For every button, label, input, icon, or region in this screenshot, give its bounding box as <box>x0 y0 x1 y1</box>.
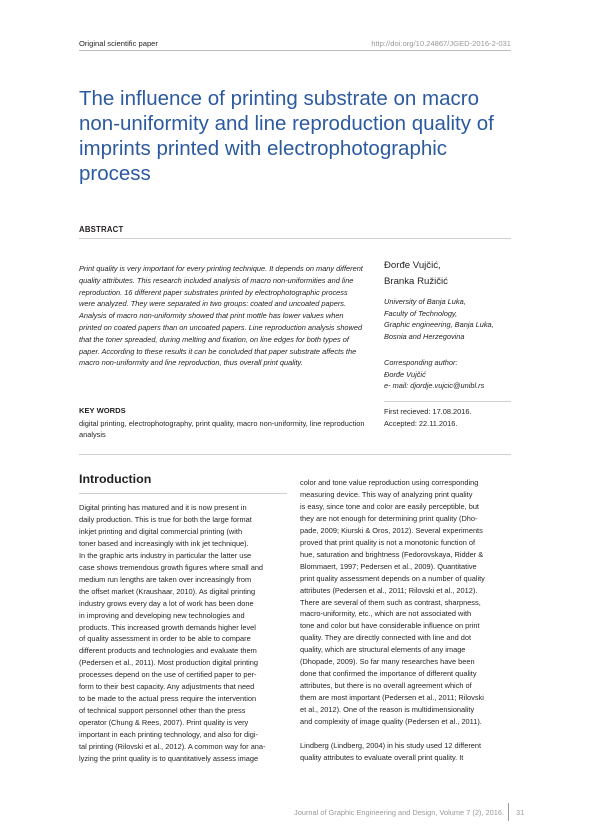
body-line: tal printing (Rilovski et al., 2012). A common way for ana- <box>79 742 266 752</box>
body-line: industry grows every day a lot of work has been done <box>79 598 254 608</box>
body-line: quality attributes to evaluate overall print quality. It <box>300 752 464 762</box>
body-line: operator (Chung & Rees, 2007). Print quality is very <box>79 718 249 728</box>
body-column-right <box>300 477 512 764</box>
body-line: measuring device. This way of analyzing print quality <box>300 489 473 499</box>
body-line: of technical support personnel other than the press <box>79 706 246 716</box>
body-line: quality. They are directly connected with line and dot <box>300 633 472 643</box>
accepted-date: Accepted: 22.11.2016. <box>384 418 458 428</box>
body-line: case shows tremendous growth figures where small and <box>79 562 264 572</box>
abstract-text: Print quality is very important for every printing technique. It depends on many different quality attributes. This research included analysis of macro non-uniformities and line reproduction. 16 different paper substrates printed by electrophotographic process were analyzed. They were separated in two groups: coated and uncoated papers. Analysis of macro non-uniformity showed that print mottle has lower values when printed on coated papers than on uncoated papers. Line reproduction analysis showed that the toner spreaded, during melting and fixation, on line edges for both types of paper. According to these results it can be concluded that paper substrate affects the macro non-uniformity and line reproduction, thus overall print quality. <box>79 264 363 368</box>
section-divider <box>79 454 511 455</box>
corresponding-label: Corresponding author: <box>384 358 458 367</box>
body-line: attributes, but there is no overall agreement which of <box>300 681 472 691</box>
body-line: Digital printing has matured and it is now present in <box>79 503 247 512</box>
body-line: the offset market (Kraushaar, 2010). As digital printing <box>79 586 256 596</box>
doi-link[interactable]: http://doi.org/10.24867/JGED-2016-2-031 <box>371 39 511 48</box>
body-line: inkjet printing and digital commercial printing (with <box>79 526 243 536</box>
body-line: color and tone value reproduction using corresponding <box>300 478 479 487</box>
body-line: important in each printing technology, and also for digi- <box>79 730 258 740</box>
body-line: of quality assessment in order to be able to compare <box>79 634 251 644</box>
header-divider <box>79 50 511 51</box>
paragraph-gap <box>300 728 512 740</box>
body-line: macro-uniformity, etc., which are not associated with <box>300 609 472 619</box>
body-line: daily production. This is true for both the large format <box>79 514 252 524</box>
body-line: proved that print quality is not a monotonic function of <box>300 537 476 547</box>
introduction-divider <box>79 493 287 494</box>
body-line: them are most important (Pedersen et al., 2011; Rilovski <box>300 693 484 703</box>
author-1: Đorđe Vujčić, <box>384 260 441 271</box>
submission-dates <box>384 406 514 429</box>
body-line: et al., 2012). One of the reason is multidimensionality <box>300 705 475 715</box>
body-line: toner based and increasingly with ink jet technique). <box>79 538 249 548</box>
abstract-divider <box>79 238 511 239</box>
body-line: form to their best capacity. Any adjustments that need <box>79 682 255 692</box>
body-line: Lindberg (Lindberg, 2004) in his study used 12 different <box>300 741 482 751</box>
affiliation-line: University of Banja Luka, <box>384 297 466 306</box>
body-line: in improving and developing new technologies and <box>79 610 245 620</box>
author-list <box>384 258 514 290</box>
body-line: medium run lengths are taken over increasingly from <box>79 574 252 584</box>
body-line: tone and color but have considerable influence on print <box>300 621 480 631</box>
body-line: attributes (Pedersen et al., 2011; Rilovski et al., 2012). <box>300 585 478 595</box>
author-2: Branka Ružičić <box>384 276 448 287</box>
paper-title: The influence of printing substrate on macro non-uniformity and line reproduction quality of imprints printed with electrophotographic process <box>79 87 494 185</box>
dates-divider <box>384 401 511 402</box>
keywords-heading: KEY WORDS <box>79 406 126 415</box>
affiliation-line: Graphic engineering, Banja Luka, <box>384 320 494 329</box>
body-line: done that confirmed the importance of different quality <box>300 669 477 679</box>
abstract-heading: ABSTRACT <box>79 225 124 234</box>
affiliation-line: Faculty of Technology, <box>384 308 458 318</box>
affiliation-line: Bosnia and Herzegovina <box>384 331 465 341</box>
body-line: to be made to the actual press require the intervention <box>79 694 257 704</box>
corresponding-name: Đorđe Vujčić <box>384 369 426 379</box>
body-line: they are not enough for determining print quality (Dho- <box>300 513 478 523</box>
body-line: (Pedersen et al., 2011). Most production digital printing <box>79 658 258 668</box>
body-line: products. This increased growth demands higher level <box>79 622 256 632</box>
body-line: and complexity of image quality (Pedersen et al., 2011). <box>300 717 482 727</box>
body-line: Blommaert, 1997; Pedersen et al., 2009). Quantitative <box>300 561 477 571</box>
keywords-text: digital printing, electrophotography, print quality, macro non-uniformity, line reproduction analysis <box>79 419 365 439</box>
body-line: processes depend on the use of certified paper to per- <box>79 670 257 680</box>
body-line: quality, which are structural elements of any image <box>300 645 466 655</box>
body-line: different products and technologies and evaluate them <box>79 646 257 656</box>
footer-separator <box>508 803 509 821</box>
body-line: There are several of them such as contrast, sharpness, <box>300 597 481 607</box>
body-line: lyzing the print quality is to quantitatively assess image <box>79 754 259 764</box>
corresponding-email[interactable]: e- mail: djordje.vujcic@unibl.rs <box>384 381 485 390</box>
received-date: First recieved: 17.08.2016. <box>384 407 472 416</box>
affiliation <box>384 296 519 342</box>
corresponding-author <box>384 357 519 392</box>
body-line: pade, 2009; Kiurski & Oros, 2012). Several experiments <box>300 525 483 535</box>
body-line: print quality assessment depends on a number of quality <box>300 573 485 583</box>
article-type: Original scientific paper <box>79 39 158 48</box>
introduction-heading: Introduction <box>79 472 152 486</box>
body-line: In the graphic arts industry in particular the latter use <box>79 550 252 560</box>
body-line: is easy, since tone and color are easily perceptible, but <box>300 501 479 511</box>
body-line: (Dhopade, 2009). So far many researches have been <box>300 657 475 667</box>
footer-journal: Journal of Graphic Engineering and Design, Volume 7 (2), 2016. <box>294 808 504 817</box>
body-line: hue, saturation and brightness (Fedorovskaya, Ridder & <box>300 549 484 559</box>
page-number: 31 <box>516 808 525 817</box>
body-column-left <box>79 502 291 765</box>
